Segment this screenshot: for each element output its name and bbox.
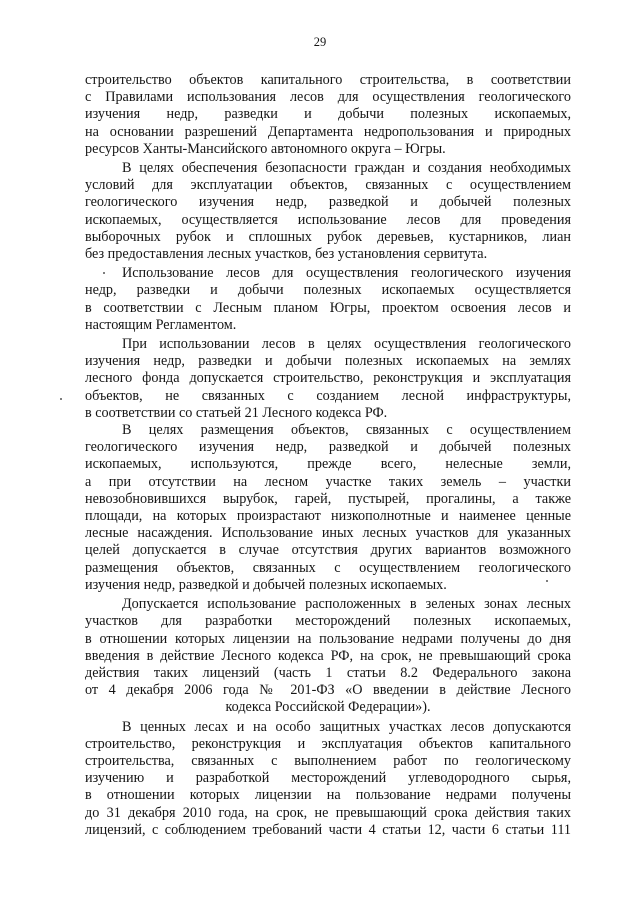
text-line: В ценных лесах и на особо защитных участках лесов допускаются xyxy=(122,718,571,735)
text-line: строительство объектов капитального строительства, в соответствии xyxy=(85,72,571,88)
text-line: целей допускается в случае отсутствия других вариантов возможного xyxy=(85,542,571,559)
text-line: от 4 декабря 2006 года № 201-ФЗ «О введении в действие Лесного xyxy=(85,682,571,699)
text-line: размещения объектов, связанных с осуществлением геологического xyxy=(85,559,571,576)
scan-speck xyxy=(546,580,548,582)
text-line: в соответствии со статьей 21 Лесного кодекса РФ. xyxy=(85,404,388,421)
text-line: в отношении которых лицензии на пользование недрами получены xyxy=(85,787,571,804)
page-number: 29 xyxy=(313,35,327,49)
text-line: лесные насаждения. Использование иных лесных участков для указанных xyxy=(85,525,571,542)
scan-speck xyxy=(103,272,105,274)
scan-speck xyxy=(60,398,62,400)
text-line: изучению и разработкой месторождений углеводородного сырья, xyxy=(85,770,571,787)
text-line: без предоставления лесных участков, без установления сервитута. xyxy=(85,246,488,263)
text-line: в соответствии с Лесным планом Югры, проектом освоения лесов и xyxy=(85,299,571,316)
text-line: Использование лесов для осуществления геологического изучения xyxy=(122,265,571,282)
text-line: В целях обеспечения безопасности граждан и создания необходимых xyxy=(122,160,571,177)
text-line: недр, разведки и добычи полезных ископаемых осуществляется xyxy=(85,282,571,299)
text-line: до 31 декабря 2010 года, на срок, не превышающий срока действия таких xyxy=(85,804,571,821)
text-line: условий для эксплуатации объектов, связанных с осуществлением xyxy=(85,177,571,194)
text-line: невозобновившихся вырубок, гарей, пустырей, прогалины, а также xyxy=(85,490,571,507)
text-line: лицензий, с соблюдением требований части 4 статьи 12, части 6 статьи 111 xyxy=(85,821,571,838)
text-line: изучения недр, разведкой и добычей полезных ископаемых. xyxy=(85,576,447,593)
text-line: В целях размещения объектов, связанных с осуществлением xyxy=(122,422,571,439)
text-line: на основании разрешений Департамента недропользования и природных xyxy=(85,123,571,140)
text-line: При использовании лесов в целях осуществления геологического xyxy=(122,336,571,353)
text-line: Допускается использование расположенных в зеленых зонах лесных xyxy=(122,596,571,613)
text-line: геологического изучения недр, разведкой и добычей полезных xyxy=(85,194,571,211)
text-line: лесного фонда допускается строительство, реконструкция и эксплуатация xyxy=(85,370,571,387)
text-line: изучения недр, разведки и добычи полезных ископаемых, xyxy=(85,106,571,123)
text-line: в отношении которых лицензии на пользование недрами получены до дня xyxy=(85,630,571,647)
text-line: настоящим Регламентом. xyxy=(85,316,237,333)
text-line: участков для разработки месторождений полезных ископаемых, xyxy=(85,613,571,630)
text-line: геологического изучения недр, разведкой и добычей полезных xyxy=(85,439,571,456)
text-line: изучения недр, разведки и добычи полезных ископаемых на землях xyxy=(85,353,571,370)
document-body xyxy=(85,72,571,839)
text-line: площади, на которых произрастают низкополнотные и наименее ценные xyxy=(85,508,571,525)
text-line: действия таких лицензий (часть 1 статьи 8.2 Федерального закона xyxy=(85,664,571,681)
text-line: введения в действие Лесного кодекса РФ, на срок, не превышающий срока xyxy=(85,647,571,664)
text-line: ресурсов Ханты-Мансийского автономного округа – Югры. xyxy=(85,140,446,157)
text-line: объектов, не связанных с созданием лесной инфраструктуры, xyxy=(85,387,571,404)
text-line: ископаемых, осуществляется использование лесов для проведения xyxy=(85,211,571,228)
text-line: строительство, реконструкция и эксплуатация объектов капитального xyxy=(85,735,571,752)
text-line: а при отсутствии на лесном участке таких земель – участки xyxy=(85,473,571,490)
text-line: выборочных рубок и сплошных рубок деревьев, кустарников, лиан xyxy=(85,228,571,245)
text-line: ископаемых, используются, прежде всего, нелесные земли, xyxy=(85,456,571,473)
text-line: с Правилами использования лесов для осуществления геологического xyxy=(85,89,571,106)
text-line: кодекса Российской Федерации»). xyxy=(225,699,431,716)
text-line: строительства, связанных с выполнением работ по геологическому xyxy=(85,752,571,769)
